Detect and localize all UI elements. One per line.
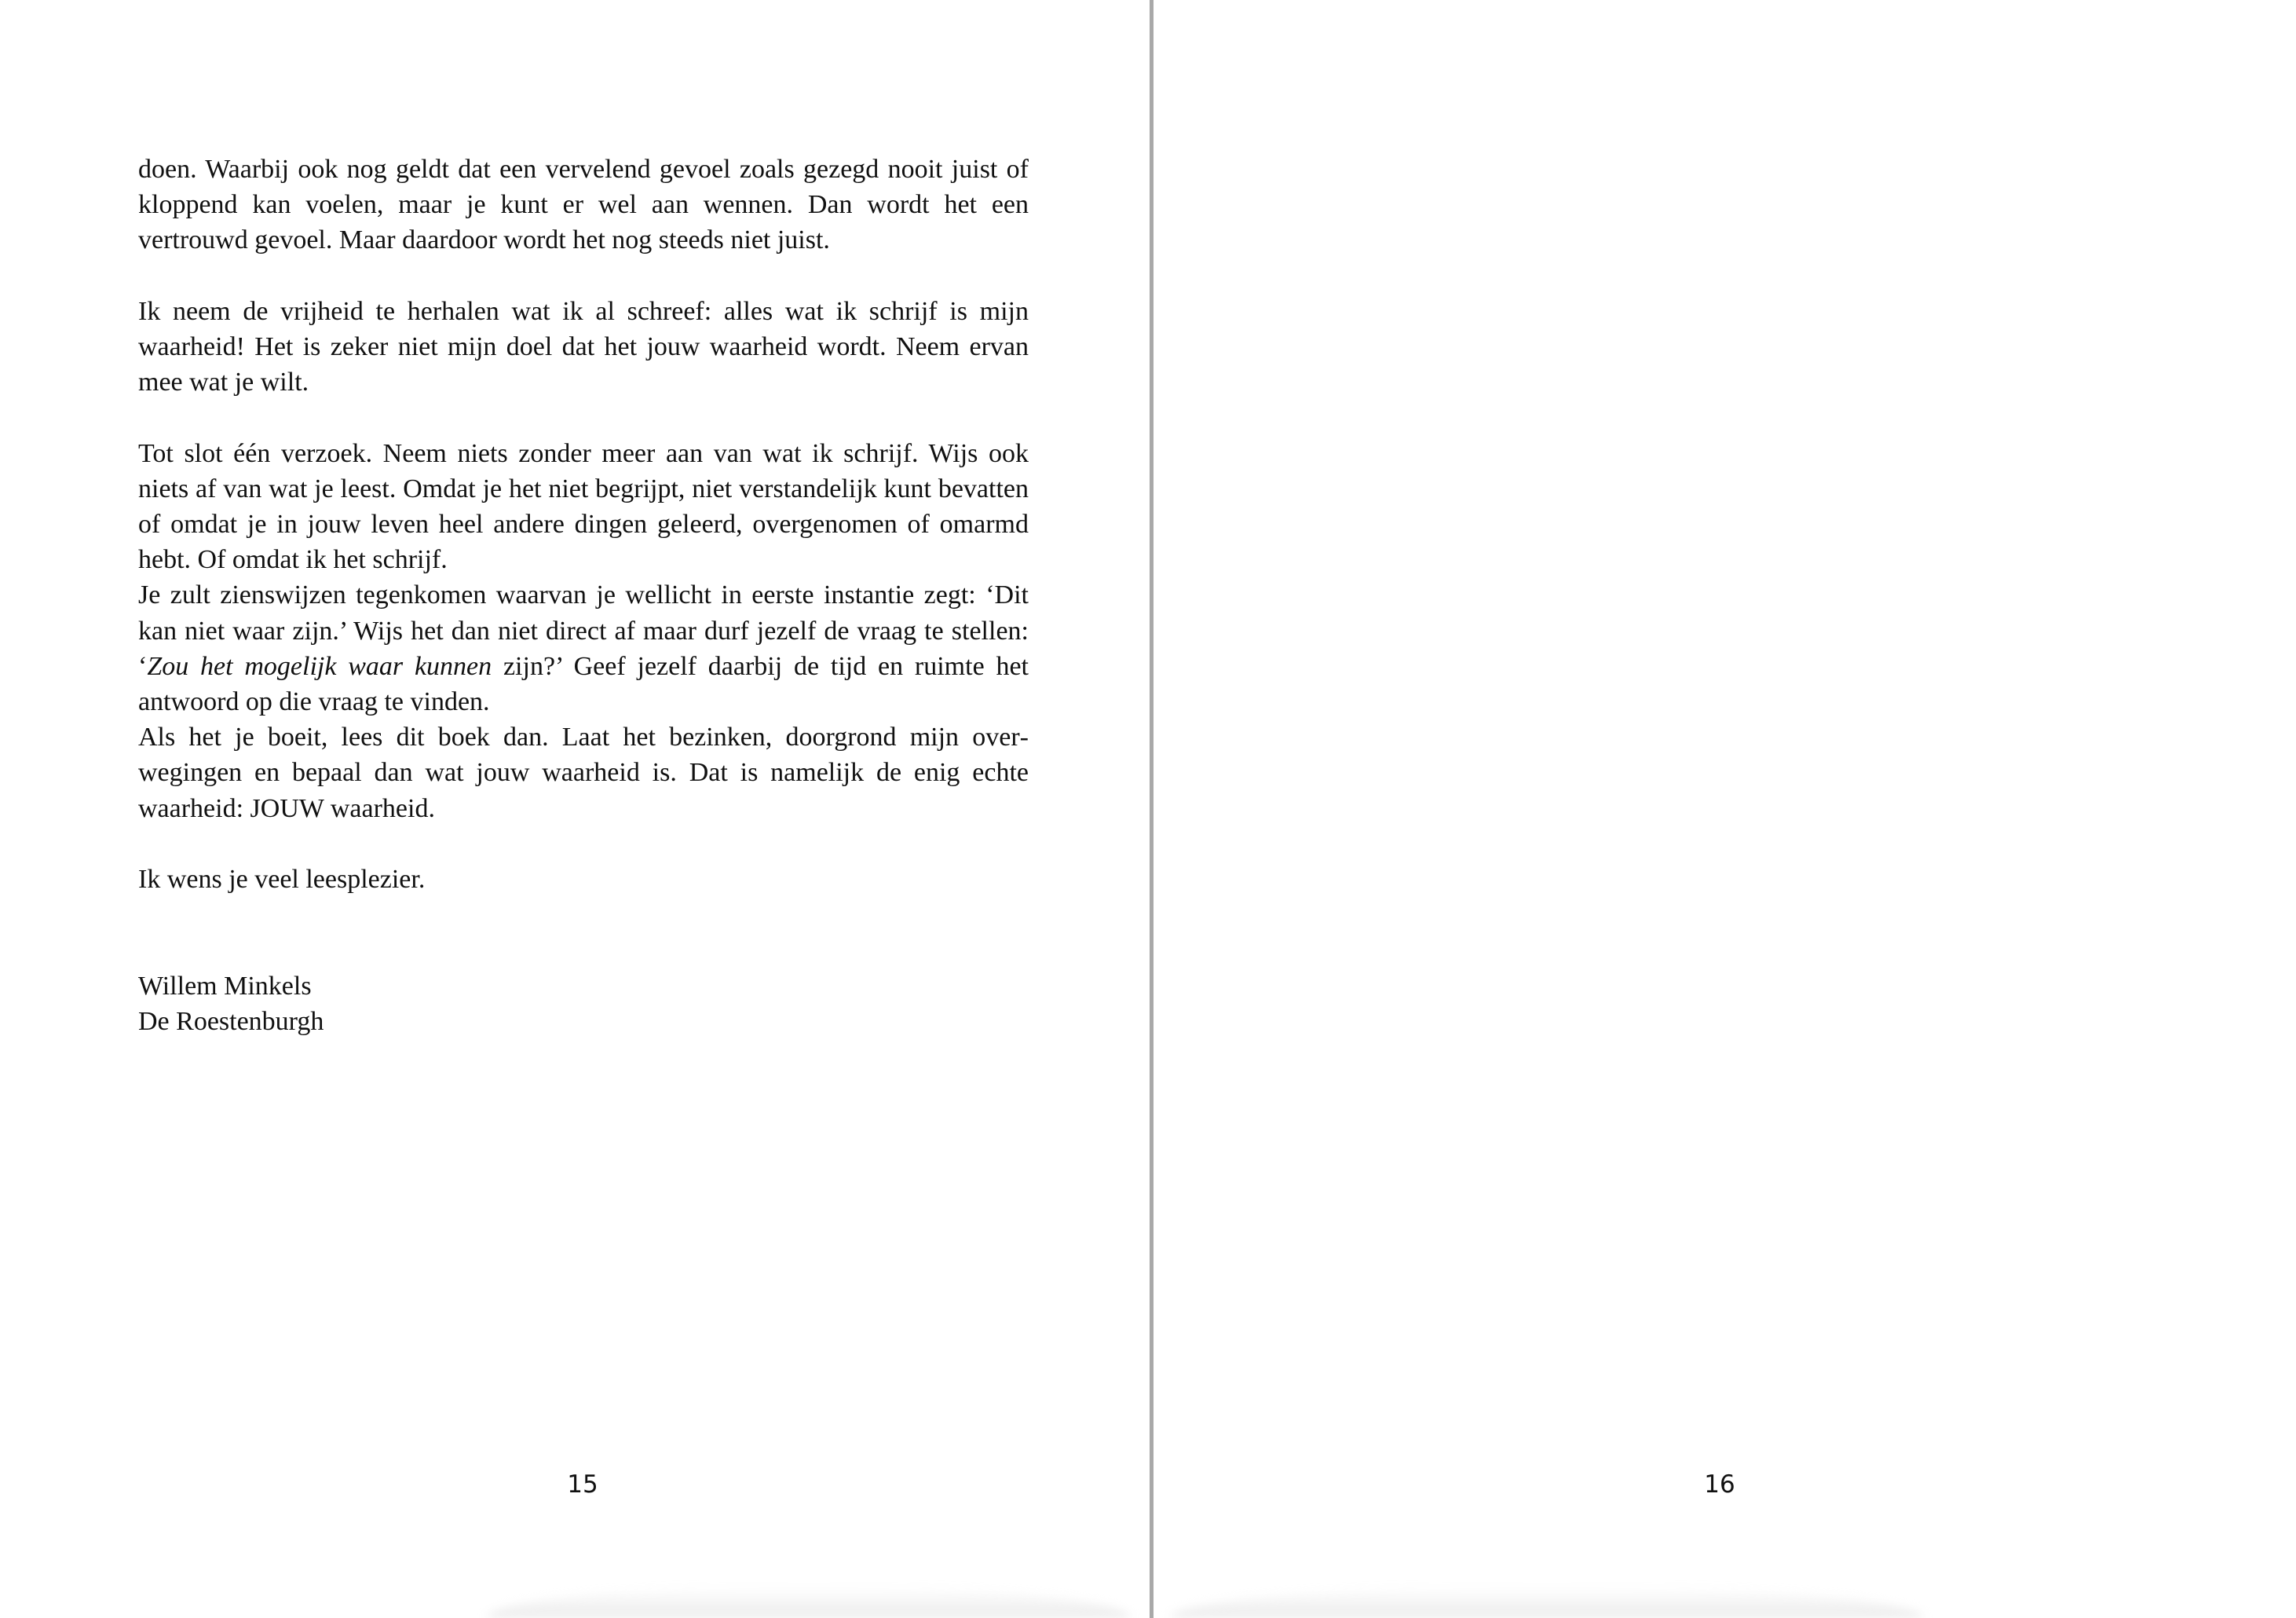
paragraph-2: Ik neem de vrijheid te herhalen wat ik al schreef: alles wat ik schrijf is mijn waarheid! Het is zeker niet mijn doel dat het jouw waarheid wordt. Neem ervan mee wat je wilt. — [138, 296, 1029, 397]
paragraph-spacer — [138, 826, 1029, 862]
paragraph-4-end: zijn?’ Geef jezelf daarbij de tijd en ruimte het antwoord op die vraag te vinden. — [138, 651, 1029, 717]
page-gutter-divider — [1150, 0, 1153, 1618]
paragraph-5: Als het je boeit, lees dit boek dan. Laat het bezinken, doorgrond mijn overwegingen en bepaal dan wat jouw waarheid is. Dat is namelijk de enig echte waarheid: JOUW waarheid. — [138, 723, 1029, 823]
signature-spacer — [138, 897, 1029, 932]
paragraph-3: Tot slot één verzoek. Neem niets zonder meer aan van wat ik schrijf. Wijs ook niets af van wat je leest. Omdat je het niet begrijpt, niet verstandelijk kunt bevatten of omdat je in jouw leven heel andere dingen geleerd, overgenomen of omarmd hebt. Of omdat ik het schrijf. — [138, 438, 1029, 575]
paragraph-4-italic: Zou het mogelijk waar kunnen — [147, 651, 492, 681]
signature-name: Willem Minkels — [138, 971, 312, 1001]
paragraph-4-start: Je zult zienswijzen tegenkomen waarvan je wellicht in eerste instantie zegt: ‘Dit kan niet waar zijn.’ Wijs het dan niet direct af maar durf jezelf de vraag te stellen: ‘ — [138, 580, 1029, 681]
paragraph-4 — [138, 577, 1029, 719]
paragraph-spacer — [138, 258, 1029, 294]
signature-place: De Roestenburgh — [138, 1006, 324, 1036]
right-page — [1154, 0, 2296, 1618]
paragraph-6: Ik wens je veel leesplezier. — [138, 865, 426, 895]
left-page-text — [138, 152, 1029, 1039]
signature-spacer — [138, 932, 1029, 968]
page-number-right: 16 — [1704, 1470, 1735, 1499]
paragraph-spacer — [138, 400, 1029, 435]
page-number-left: 15 — [567, 1470, 598, 1499]
paragraph-1: doen. Waarbij ook nog geldt dat een vervelend gevoel zoals gezegd nooit juist of kloppend kan voelen, maar je kunt er wel aan wennen. Dan wordt het een vertrouwd gevoel. Maar daardoor wordt het nog steeds niet juist. — [138, 155, 1029, 255]
